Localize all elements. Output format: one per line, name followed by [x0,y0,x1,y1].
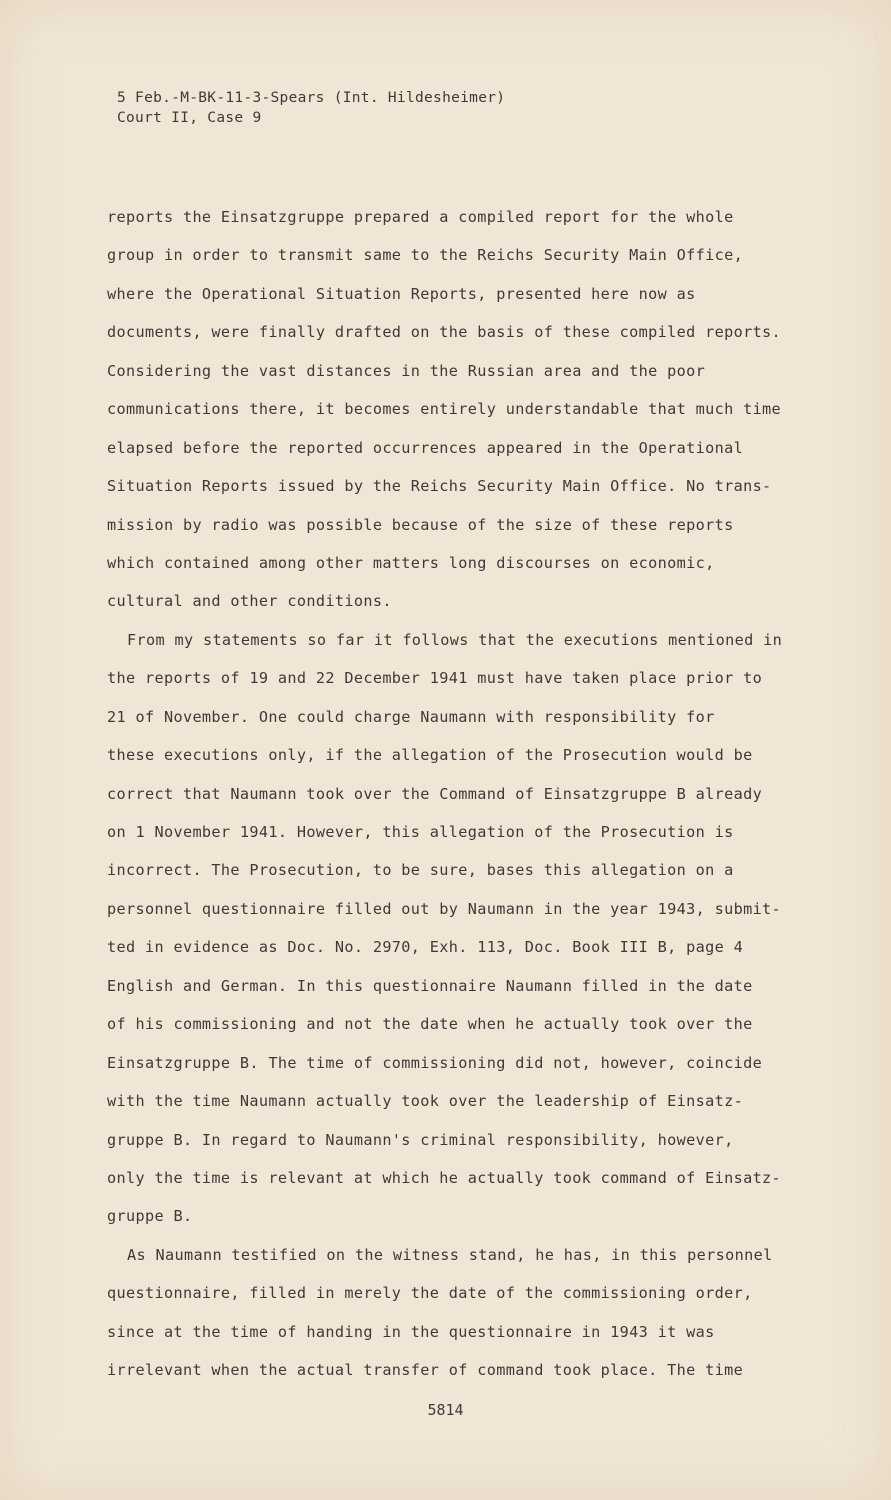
text-line: mission by radio was possible because of the size of these reports [107,515,734,534]
paragraph-start-line: From my statements so far it follows that the executions mentioned in [127,630,783,649]
body-text [107,202,807,1394]
header-court-line: Court II, Case 9 [117,110,262,126]
text-line: which contained among other matters long discourses on economic, [107,553,715,572]
text-line: with the time Naumann actually took over the leadership of Einsatz- [107,1092,744,1111]
text-line: group in order to transmit same to the Reichs Security Main Office, [107,246,744,265]
text-line: incorrect. The Prosecution, to be sure, bases this allegation on a [107,861,734,880]
paragraph-start-line: As Naumann testified on the witness stand, he has, in this personnel [127,1245,773,1264]
text-line: gruppe B. [107,1207,193,1226]
text-line: questionnaire, filled in merely the date of the commissioning order, [107,1284,753,1303]
text-line: Considering the vast distances in the Russian area and the poor [107,361,706,380]
text-line: personnel questionnaire filled out by Naumann in the year 1943, submit- [107,899,782,918]
text-line: gruppe B. In regard to Naumann's criminal responsibility, however, [107,1130,734,1149]
text-line: the reports of 19 and 22 December 1941 must have taken place prior to [107,669,763,688]
text-line: of his commissioning and not the date when he actually took over the [107,1015,753,1034]
text-line: cultural and other conditions. [107,592,392,611]
text-line: correct that Naumann took over the Command of Einsatzgruppe B already [107,784,763,803]
text-line: 21 of November. One could charge Naumann with responsibility for [107,707,715,726]
text-line: ted in evidence as Doc. No. 2970, Exh. 113, Doc. Book III B, page 4 [107,938,744,957]
text-line: these executions only, if the allegation of the Prosecution would be [107,746,753,765]
text-line: irrelevant when the actual transfer of command took place. The time [107,1361,744,1380]
text-line: where the Operational Situation Reports, presented here now as [107,284,696,303]
text-line: elapsed before the reported occurrences appeared in the Operational [107,438,744,457]
header-reference-line: 5 Feb.-M-BK-11-3-Spears (Int. Hildesheimer) [117,90,506,106]
text-line: reports the Einsatzgruppe prepared a compiled report for the whole [107,208,734,226]
text-line: on 1 November 1941. However, this allegation of the Prosecution is [107,823,734,841]
document-header [117,88,505,128]
text-line: Situation Reports issued by the Reichs Security Main Office. No trans- [107,477,772,496]
text-line: since at the time of handing in the questionnaire in 1943 it was [107,1322,715,1341]
page-number: 5814 [427,1401,464,1419]
text-line: Einsatzgruppe B. The time of commissioning did not, however, coincide [107,1053,763,1072]
text-line: English and German. In this questionnaire Naumann filled in the date [107,976,753,995]
text-line: documents, were finally drafted on the basis of these compiled reports. [107,323,782,342]
text-line: only the time is relevant at which he actually took command of Einsatz- [107,1168,782,1187]
text-line: communications there, it becomes entirely understandable that much time [107,400,782,419]
